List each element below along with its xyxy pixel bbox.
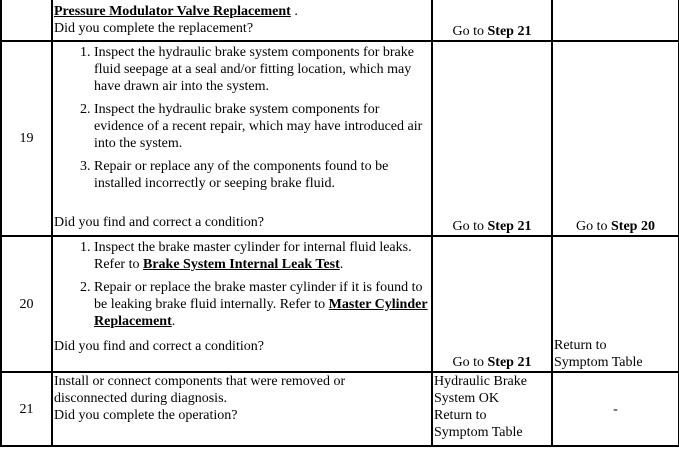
step-21-ref[interactable]: Step 21 bbox=[487, 219, 532, 234]
step-21-ref[interactable]: Step 21 bbox=[487, 355, 532, 370]
action-line: disconnected during diagnosis. bbox=[54, 391, 228, 406]
item-suffix: . bbox=[171, 314, 176, 329]
question-text: Did you find and correct a condition? bbox=[54, 339, 264, 354]
list-item: 2. Inspect the hydraulic brake system components for evidence of a recent repair, which may have introduced air into the system. bbox=[94, 101, 430, 152]
no-cell bbox=[552, 41, 679, 236]
item-text: Inspect the brake master cylinder for internal fluid leaks. Refer to bbox=[94, 240, 412, 272]
table-row bbox=[1, 0, 679, 41]
table-row bbox=[1, 41, 679, 236]
step-number bbox=[1, 0, 52, 41]
list-item: 3. Repair or replace any of the components found to be installed incorrectly or seeping brake fluid. bbox=[94, 158, 430, 192]
link-suffix: . bbox=[290, 4, 298, 19]
step-21-ref[interactable]: Step 21 bbox=[487, 24, 532, 39]
list-item bbox=[94, 279, 430, 330]
action-cell bbox=[52, 372, 432, 446]
yes-cell bbox=[432, 236, 552, 372]
go-to-label: Go to bbox=[452, 24, 488, 39]
symptom-table-ref: Symptom Table bbox=[554, 355, 643, 370]
step-number: 19 bbox=[1, 41, 52, 236]
no-cell bbox=[552, 236, 679, 372]
brake-system-internal-leak-test-link[interactable]: Brake System Internal Leak Test bbox=[142, 257, 340, 272]
yes-cell bbox=[432, 372, 552, 446]
no-cell bbox=[552, 0, 679, 41]
step-20-ref[interactable]: Step 20 bbox=[611, 219, 655, 234]
yes-cell bbox=[432, 0, 552, 41]
go-to-label: Go to bbox=[576, 219, 612, 234]
go-to-label: Go to bbox=[452, 219, 488, 234]
yes-line: Hydraulic Brake bbox=[434, 374, 527, 389]
instruction-list bbox=[54, 239, 430, 330]
yes-line: Return to bbox=[434, 408, 487, 423]
no-line: Return to bbox=[554, 338, 607, 353]
question-text: Did you complete the replacement? bbox=[54, 21, 254, 36]
step-number: 21 bbox=[1, 372, 52, 446]
action-line: Install or connect components that were removed or bbox=[54, 374, 346, 389]
action-cell bbox=[52, 236, 432, 372]
no-cell: - bbox=[552, 372, 679, 446]
list-item bbox=[94, 239, 430, 273]
symptom-table-ref: Symptom Table bbox=[434, 425, 523, 440]
action-cell bbox=[52, 41, 432, 236]
table-row bbox=[1, 236, 679, 372]
list-item: 1. Inspect the hydraulic brake system components for brake fluid seepage at a seal and/or fitting location, which may have drawn air into the system. bbox=[94, 44, 430, 95]
item-suffix: . bbox=[339, 257, 344, 272]
step-number: 20 bbox=[1, 236, 52, 372]
question-text: Did you complete the operation? bbox=[54, 408, 238, 423]
table-row bbox=[1, 372, 679, 446]
master-cylinder-replacement-link[interactable]: Master Cylinder Replacement bbox=[94, 297, 428, 329]
instruction-list bbox=[54, 44, 430, 192]
question-text: Did you find and correct a condition? bbox=[54, 215, 264, 230]
pressure-modulator-valve-replacement-link[interactable]: Pressure Modulator Valve Replacement bbox=[54, 4, 291, 19]
item-text: Repair or replace the brake master cylinder if it is found to be leaking brake fluid internally. Refer to bbox=[94, 280, 423, 312]
action-cell bbox=[52, 0, 432, 41]
go-to-label: Go to bbox=[452, 355, 488, 370]
yes-cell bbox=[432, 41, 552, 236]
yes-line: System OK bbox=[434, 391, 499, 406]
